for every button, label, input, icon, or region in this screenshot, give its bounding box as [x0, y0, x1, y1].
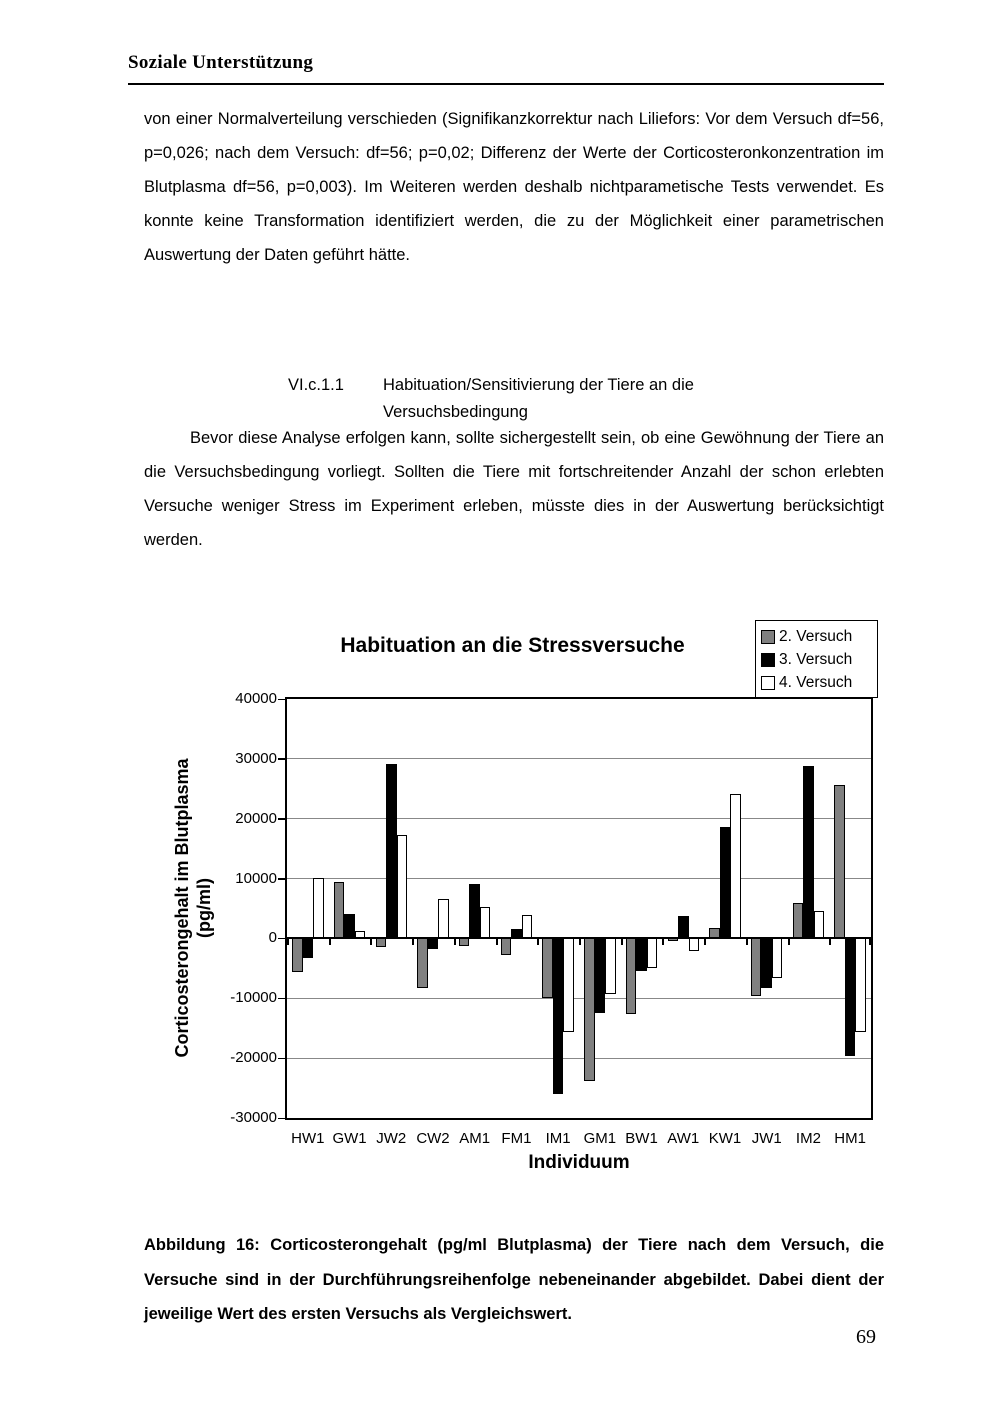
y-tick-label: -30000 — [230, 1109, 277, 1126]
gridline — [287, 758, 871, 759]
x-category-label: GW1 — [332, 1130, 367, 1147]
x-tick-mark — [869, 939, 871, 945]
bar-AM1-4Versuch — [480, 907, 491, 939]
x-category-label: IM1 — [545, 1130, 571, 1147]
bar-IM2-2Versuch — [793, 903, 804, 938]
y-axis-title-line2: (pg/ml) — [194, 878, 214, 938]
bar-IM2-3Versuch — [803, 766, 814, 938]
bar-KW1-3Versuch — [720, 827, 731, 938]
x-tick-mark — [621, 939, 623, 945]
x-category-label: JW1 — [751, 1130, 782, 1147]
bar-FM1-3Versuch — [511, 929, 522, 939]
y-tick-label: 10000 — [235, 869, 277, 887]
y-tick-label: 30000 — [235, 749, 277, 767]
bar-AW1-3Versuch — [678, 916, 689, 939]
bar-JW1-3Versuch — [761, 938, 772, 988]
x-category-label: BW1 — [625, 1130, 658, 1147]
bar-BW1-3Versuch — [636, 938, 647, 971]
x-tick-mark — [537, 939, 539, 945]
x-tick-mark — [496, 939, 498, 945]
bar-BW1-4Versuch — [647, 938, 658, 968]
y-tick-label: 20000 — [235, 809, 277, 827]
y-tick-mark — [278, 699, 285, 701]
legend-item — [761, 671, 872, 694]
x-tick-mark — [287, 939, 289, 945]
bar-GM1-2Versuch — [584, 938, 595, 1080]
x-category-label: CW2 — [416, 1130, 450, 1147]
y-tick-label: 40000 — [235, 690, 277, 707]
x-category-label: GM1 — [583, 1130, 617, 1147]
section-title-line2: Versuchsbedingung — [383, 403, 528, 421]
bar-HW1-4Versuch — [313, 878, 324, 938]
chart-title: Habituation an die Stressversuche — [340, 634, 685, 657]
x-axis-title: Individuum — [528, 1152, 630, 1173]
bar-AM1-2Versuch — [459, 938, 470, 946]
bar-FM1-4Versuch — [522, 915, 533, 938]
x-category-label: IM2 — [795, 1130, 821, 1147]
x-tick-mark — [370, 939, 372, 945]
y-axis-title — [171, 673, 215, 1143]
x-tick-mark — [746, 939, 748, 945]
x-tick-mark — [704, 939, 706, 945]
running-header-title: Soziale Unterstützung — [128, 52, 314, 73]
y-tick-label: -10000 — [230, 989, 277, 1007]
bar-GM1-4Versuch — [605, 938, 616, 994]
bar-HM1-3Versuch — [845, 938, 856, 1055]
body-paragraph-1: von einer Normalverteilung verschieden (Signifikanzkorrektur nach Liliefors: Vor dem Versuch df=56, p=0,026; nach dem Versuch: df=56; p=0,02; Differenz der Werte der Corticosteronkonzentration im Blutplasma df=56, p=0,003). Im Weiteren werden deshalb nichtparametische Tests verwendet. Es konnte keine Transformation identifiziert werden, die zu der Möglichkeit einer parametrischen Auswertung der Daten geführt hätte. — [144, 110, 884, 264]
x-tick-mark — [454, 939, 456, 945]
x-category-label: AW1 — [667, 1130, 700, 1147]
bar-chart-figure — [0, 608, 1000, 1198]
gridline — [287, 878, 871, 879]
body-paragraph-2: Bevor diese Analyse erfolgen kann, sollte sichergestellt sein, ob eine Gewöhnung der Tiere an die Versuchsbedingung vorliegt. Sollten die Tiere mit fortschreitender Anzahl der schon erlebten Versuche weniger Stress im Experiment erleben, müsste dies in der Auswertung berücksichtigt werden. — [144, 429, 884, 549]
y-tick-label: -20000 — [230, 1049, 277, 1067]
bar-JW1-4Versuch — [772, 938, 783, 978]
gridline — [287, 998, 871, 999]
x-tick-mark — [662, 939, 664, 945]
y-tick-label: 0 — [268, 929, 277, 947]
x-tick-mark — [829, 939, 831, 945]
x-category-label: HM1 — [834, 1130, 866, 1147]
legend-label: 2. Versuch — [779, 627, 853, 645]
bar-IM1-4Versuch — [563, 938, 574, 1031]
legend-item — [761, 648, 872, 671]
legend-marker-2Versuch — [761, 630, 775, 644]
bar-FM1-2Versuch — [501, 938, 512, 955]
y-axis-title-line1: Corticosterongehalt im Blutplasma — [172, 758, 192, 1058]
bar-KW1-4Versuch — [730, 794, 741, 938]
y-tick-mark — [278, 938, 285, 940]
legend-marker-4Versuch — [761, 676, 775, 690]
x-category-label: HW1 — [291, 1130, 325, 1147]
bar-HM1-2Versuch — [834, 785, 845, 938]
bar-IM2-4Versuch — [814, 911, 825, 939]
x-tick-mark — [412, 939, 414, 945]
bar-CW2-2Versuch — [417, 938, 428, 988]
bar-IM1-3Versuch — [553, 938, 564, 1094]
section-number: VI.c.1.1 — [288, 376, 344, 394]
legend-item — [761, 625, 872, 648]
y-tick-mark — [278, 818, 285, 820]
bar-KW1-2Versuch — [709, 928, 720, 938]
bar-CW2-4Versuch — [438, 899, 449, 939]
x-category-label: JW2 — [376, 1130, 407, 1147]
legend-label: 4. Versuch — [779, 673, 853, 691]
bar-IM1-2Versuch — [542, 938, 553, 998]
x-category-label: AM1 — [459, 1130, 491, 1147]
x-category-label: FM1 — [501, 1130, 532, 1147]
x-tick-mark — [329, 939, 331, 945]
y-tick-mark — [278, 758, 285, 760]
x-tick-mark — [579, 939, 581, 945]
bar-AW1-2Versuch — [668, 938, 679, 940]
plot-area — [285, 697, 873, 1120]
page-number: 69 — [856, 1326, 876, 1348]
gridline — [287, 1058, 871, 1059]
section-title-line1: Habituation/Sensitivierung der Tiere an die — [383, 376, 694, 394]
x-tick-mark — [788, 939, 790, 945]
bar-GW1-2Versuch — [334, 882, 345, 939]
legend-label: 3. Versuch — [779, 650, 853, 668]
bar-HW1-2Versuch — [292, 938, 303, 972]
figure-caption: Abbildung 16: Corticosterongehalt (pg/ml Blutplasma) der Tiere nach dem Versuch, die Versuche sind in der Durchführungsreihenfolge nebeneinander abgebildet. Dabei dient der jeweilige Wert des ersten Versuchs als Vergleichswert. — [144, 1236, 884, 1323]
bar-HW1-3Versuch — [303, 938, 314, 957]
bar-GW1-3Versuch — [344, 914, 355, 938]
bar-JW2-2Versuch — [376, 938, 387, 947]
bar-AM1-3Versuch — [469, 884, 480, 938]
y-tick-mark — [278, 1058, 285, 1060]
bar-BW1-2Versuch — [626, 938, 637, 1014]
chart-legend — [755, 620, 878, 698]
bar-GW1-4Versuch — [355, 931, 366, 938]
bar-JW2-4Versuch — [397, 835, 408, 938]
legend-marker-3Versuch — [761, 653, 775, 667]
bar-CW2-3Versuch — [428, 938, 439, 949]
x-category-label: KW1 — [708, 1130, 742, 1147]
bar-GM1-3Versuch — [595, 938, 606, 1012]
running-header — [128, 52, 884, 85]
gridline — [287, 818, 871, 819]
bar-HM1-4Versuch — [855, 938, 866, 1032]
bar-JW2-3Versuch — [386, 764, 397, 939]
bar-JW1-2Versuch — [751, 938, 762, 996]
y-tick-mark — [278, 1118, 285, 1120]
section-heading — [288, 372, 694, 426]
section-title — [383, 372, 694, 426]
bar-AW1-4Versuch — [689, 938, 700, 951]
y-tick-mark — [278, 998, 285, 1000]
y-tick-mark — [278, 878, 285, 880]
